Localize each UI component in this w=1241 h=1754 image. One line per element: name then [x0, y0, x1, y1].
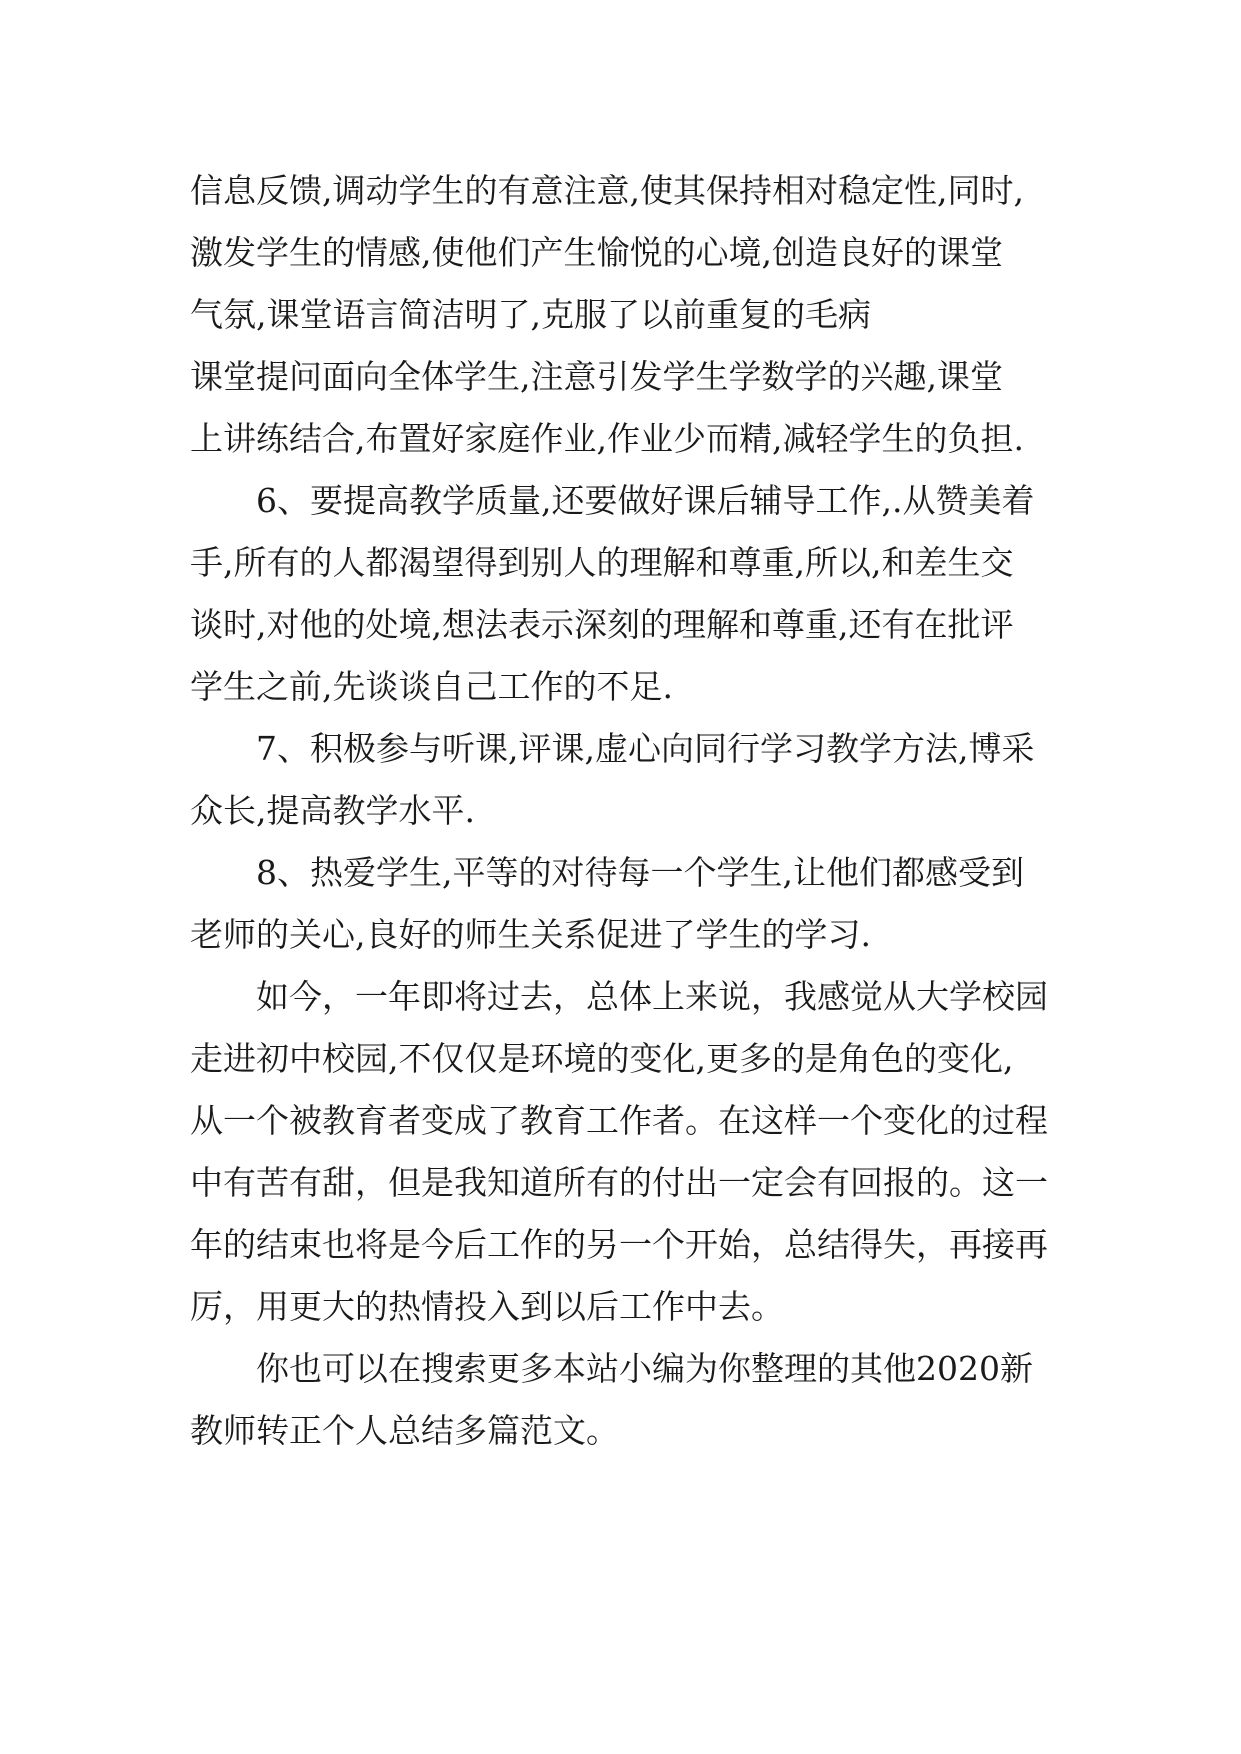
text-line: 7、积极参与听课,评课,虚心向同行学习教学方法,博采	[256, 729, 1035, 768]
document-body	[190, 160, 1070, 1462]
text-line: 课堂提问面向全体学生,注意引发学生学数学的兴趣,课堂	[190, 357, 1003, 396]
text-line: 年的结束也将是今后工作的另一个开始，总结得失，再接再	[190, 1225, 1048, 1264]
text-line: 中有苦有甜，但是我知道所有的付出一定会有回报的。这一	[190, 1163, 1048, 1202]
text-line: 谈时,对他的处境,想法表示深刻的理解和尊重,还有在批评	[190, 605, 1014, 644]
text-line: 信息反馈,调动学生的有意注意,使其保持相对稳定性,同时,	[190, 171, 1024, 210]
text-line: 手,所有的人都渴望得到别人的理解和尊重,所以,和差生交	[190, 543, 1014, 582]
text-line: 厉，用更大的热情投入到以后工作中去。	[190, 1287, 784, 1326]
text-line: 6、要提高教学质量,还要做好课后辅导工作,.从赞美着	[256, 481, 1035, 520]
text-line: 从一个被教育者变成了教育工作者。在这样一个变化的过程	[190, 1101, 1048, 1140]
text-line: 老师的关心,良好的师生关系促进了学生的学习.	[190, 915, 871, 954]
text-line: 教师转正个人总结多篇范文。	[190, 1411, 619, 1450]
text-line: 8、热爱学生,平等的对待每一个学生,让他们都感受到	[256, 853, 1024, 892]
text-line: 如今，一年即将过去，总体上来说，我感觉从大学校园	[256, 977, 1048, 1016]
text-line: 学生之前,先谈谈自己工作的不足.	[190, 667, 673, 706]
text-line: 气氛,课堂语言简洁明了,克服了以前重复的毛病	[190, 295, 871, 334]
text-line: 走进初中校园,不仅仅是环境的变化,更多的是角色的变化,	[190, 1039, 1014, 1078]
text-line: 上讲练结合,布置好家庭作业,作业少而精,减轻学生的负担.	[190, 419, 1024, 458]
text-line: 你也可以在搜索更多本站小编为你整理的其他2020新	[256, 1349, 1033, 1388]
text-line: 众长,提高教学水平.	[190, 791, 475, 830]
text-line: 激发学生的情感,使他们产生愉悦的心境,创造良好的课堂	[190, 233, 1003, 272]
